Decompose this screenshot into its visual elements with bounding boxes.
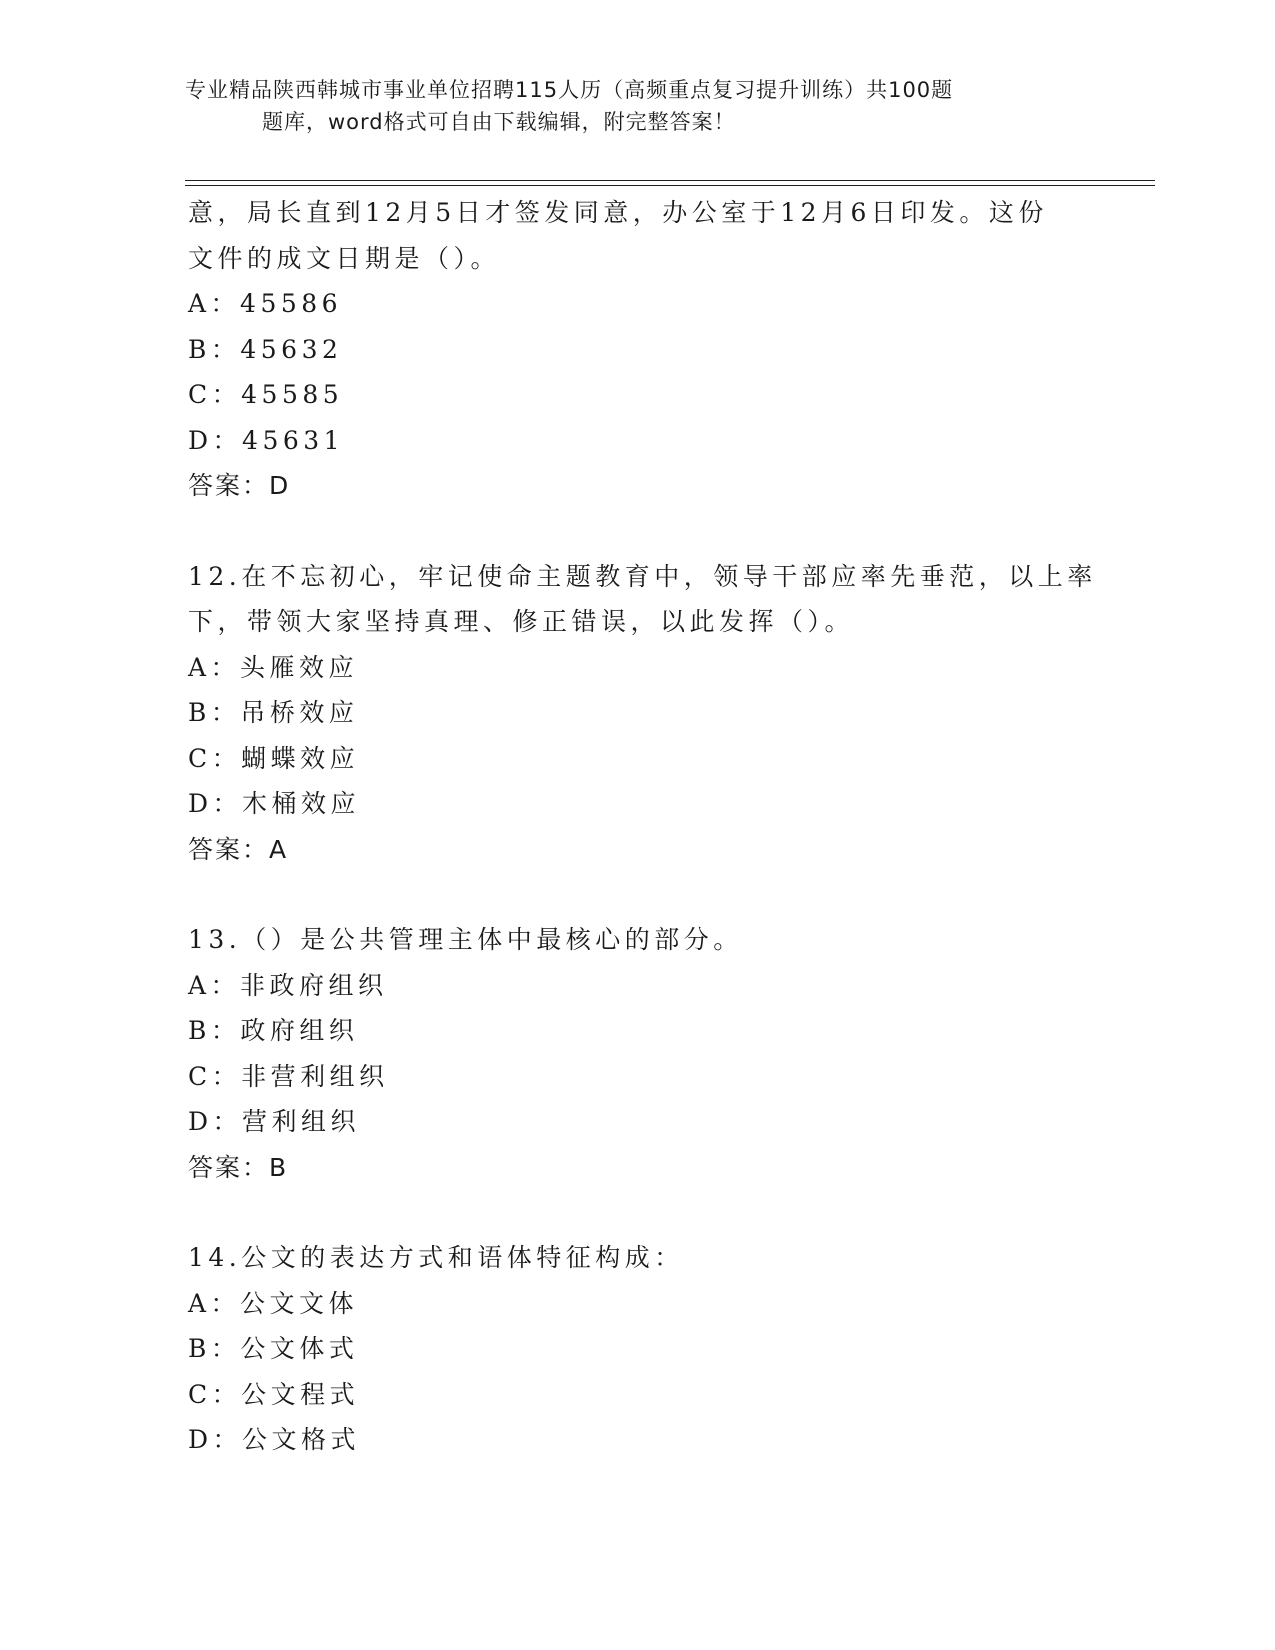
option-c: C：蝴蝶效应 [188,743,360,773]
option-d: D：营利组织 [188,1107,361,1136]
question-stem: 文件的成文日期是（）。 [188,243,501,273]
option-a: A：头雁效应 [188,652,359,682]
question-13 [188,917,1088,1190]
page-header [185,74,1065,138]
option-b: B：45632 [188,334,343,364]
question-stem: 意，局长直到12月5日才签发同意，办公室于12月6日印发。这份 [188,198,1048,227]
option-b: B：公文体式 [188,1334,359,1363]
question-stem: 下，带领大家坚持真理、修正错误，以此发挥（）。 [188,607,855,636]
header-divider-top [185,180,1155,181]
answer-label: 答案：D [188,471,291,500]
option-c: C：公文程式 [188,1379,360,1409]
option-b: B：政府组织 [188,1016,359,1045]
option-b: B：吊桥效应 [188,698,359,727]
question-12 [188,554,1097,873]
header-title-line2: 题库，word格式可自由下载编辑，附完整答案！ [262,110,736,134]
spacer [188,872,1088,917]
question-stem: 12.在不忘初心，牢记使命主题教育中，领导干部应率先垂范，以上率 [188,561,1097,591]
spacer [188,509,1088,554]
question-14 [188,1235,1088,1463]
header-title-line1: 专业精品陕西韩城市事业单位招聘115人历（高频重点复习提升训练）共100题 [185,78,954,102]
option-a: A：非政府组织 [188,970,388,1000]
header-divider-bottom [185,185,1155,186]
question-stem: 14.公文的表达方式和语体特征构成： [188,1243,684,1272]
question-stem: 13.（）是公共管理主体中最核心的部分。 [188,925,743,954]
option-d: D：公文格式 [188,1425,361,1454]
option-a: A：公文文体 [188,1288,359,1318]
question-list [188,190,1097,1463]
spacer [188,1190,1088,1235]
option-d: D：木桶效应 [188,789,361,818]
option-a: A：45586 [188,289,343,318]
answer-label: 答案：A [188,834,289,864]
question-11 [188,190,1088,509]
option-c: C：非营利组织 [188,1061,389,1091]
answer-label: 答案：B [188,1152,289,1182]
option-c: C：45585 [188,380,344,409]
option-d: D：45631 [188,425,345,455]
